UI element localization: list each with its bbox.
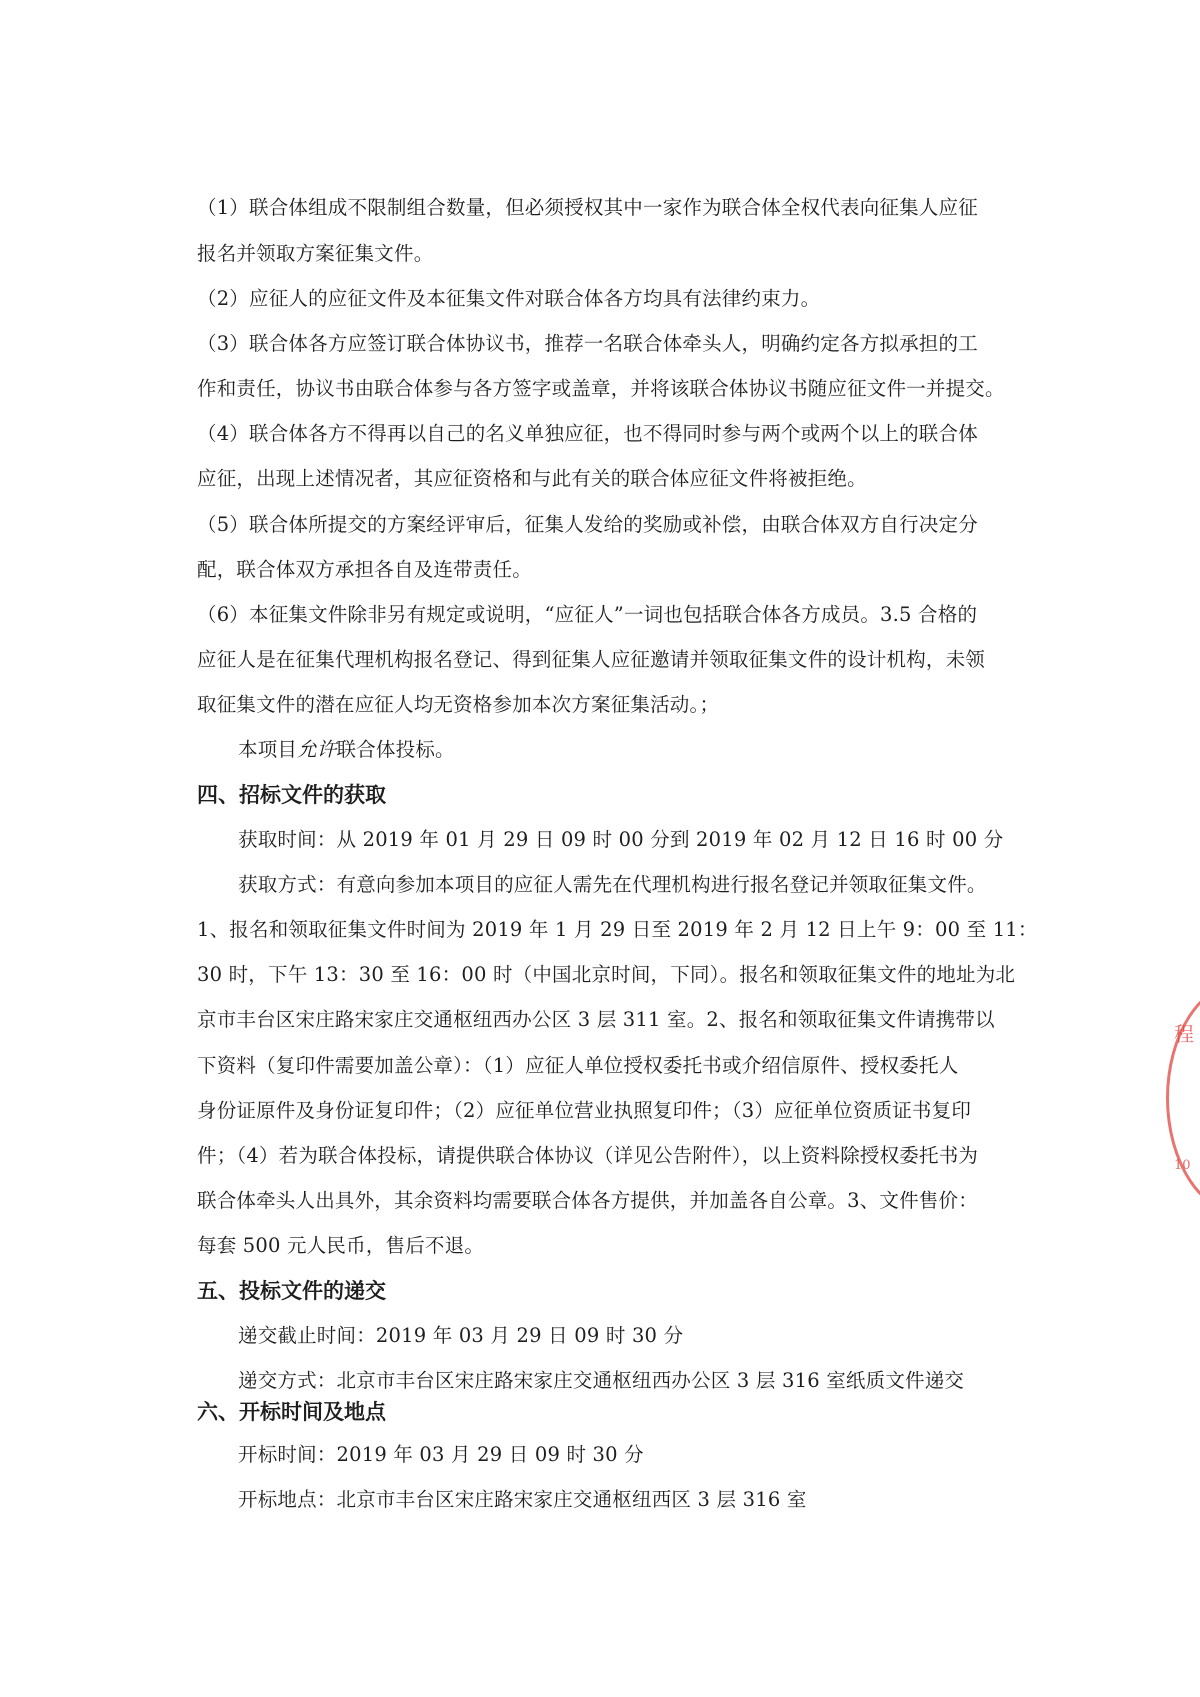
section-heading-6: 六、开标时间及地点 [197, 1400, 386, 1424]
paragraph-line: 联合体牵头人出具外，其余资料均需要联合体各方提供，并加盖各自公章。3、文件售价： [197, 1189, 978, 1212]
red-seal-stamp [1160, 980, 1200, 1210]
paragraph-line: 京市丰台区宋庄路宋家庄交通枢纽西办公区 3 层 311 室。2、报名和领取征集文件请携带以 [197, 1008, 995, 1031]
opening-place-line: 开标地点：北京市丰台区宋庄路宋家庄交通枢纽西区 3 层 316 室 [238, 1488, 807, 1511]
acquire-method-line: 获取方式：有意向参加本项目的应征人需先在代理机构进行报名登记并领取征集文件。 [238, 873, 987, 896]
paragraph-line: 配，联合体双方承担各自及连带责任。 [197, 558, 532, 581]
paragraph-line: 下资料（复印件需要加盖公章）：（1）应征人单位授权委托书或介绍信原件、授权委托人 [197, 1054, 959, 1077]
seal-char: 程 [1174, 1022, 1194, 1046]
submission-method-line: 递交方式：北京市丰台区宋庄路宋家庄交通枢纽西办公区 3 层 316 室纸质文件递交 [238, 1369, 965, 1392]
acquire-time-line: 获取时间：从 2019 年 01 月 29 日 09 时 00 分到 2019 年 02 月 12 日 16 时 00 分 [238, 828, 1004, 851]
section-heading-4: 四、招标文件的获取 [197, 783, 386, 807]
section-heading-5: 五、投标文件的递交 [197, 1279, 386, 1303]
allow-prefix: 本项目 [238, 738, 298, 761]
paragraph-line: （1）联合体组成不限制组合数量，但必须授权其中一家作为联合体全权代表向征集人应征 [197, 196, 978, 219]
allow-consortium-line [238, 736, 455, 764]
allow-suffix: 联合体投标。 [336, 738, 455, 761]
paragraph-line: 件；（4）若为联合体投标，请提供联合体协议（详见公告附件），以上资料除授权委托书为 [197, 1144, 979, 1167]
paragraph-line: 取征集文件的潜在应征人均无资格参加本次方案征集活动。； [197, 693, 720, 716]
seal-number: 10 [1174, 1158, 1191, 1173]
paragraph-line: （4）联合体各方不得再以自己的名义单独应征，也不得同时参与两个或两个以上的联合体 [197, 422, 978, 445]
paragraph-line: 应征，出现上述情况者，其应征资格和与此有关的联合体应征文件将被拒绝。 [197, 467, 867, 490]
paragraph-line: 身份证原件及身份证复印件；（2）应征单位营业执照复印件；（3）应征单位资质证书复印 [197, 1099, 972, 1122]
paragraph-line: （2）应征人的应征文件及本征集文件对联合体各方均具有法律约束力。 [197, 287, 821, 310]
paragraph-line: 1、报名和领取征集文件时间为 2019 年 1 月 29 日至 2019 年 2 月 12 日上午 9：00 至 11： [197, 918, 1038, 941]
paragraph-line: 30 时，下午 13：30 至 16：00 时（中国北京时间，下同）。报名和领取征集文件的地址为北 [197, 963, 1016, 986]
paragraph-line: （6）本征集文件除非另有规定或说明，“应征人”一词也包括联合体各方成员。3.5 合格的 [197, 603, 978, 626]
paragraph-line: 报名并领取方案征集文件。 [197, 242, 434, 265]
paragraph-line: 作和责任，协议书由联合体参与各方签字或盖章，并将该联合体协议书随应征文件一并提交。 [197, 377, 1005, 400]
handwritten-allow: 允许 [297, 738, 337, 761]
paragraph-line: 每套 500 元人民币，售后不退。 [197, 1234, 485, 1257]
paragraph-line: （3）联合体各方应签订联合体协议书，推荐一名联合体牵头人，明确约定各方拟承担的工 [197, 332, 978, 355]
paragraph-line: 应征人是在征集代理机构报名登记、得到征集人应征邀请并领取征集文件的设计机构，未领 [197, 648, 986, 671]
deadline-line: 递交截止时间：2019 年 03 月 29 日 09 时 30 分 [238, 1324, 684, 1347]
paragraph-line: （5）联合体所提交的方案经评审后，征集人发给的奖励或补偿，由联合体双方自行决定分 [197, 513, 978, 536]
opening-time-line: 开标时间：2019 年 03 月 29 日 09 时 30 分 [238, 1443, 644, 1466]
seal-ring [1166, 980, 1200, 1210]
